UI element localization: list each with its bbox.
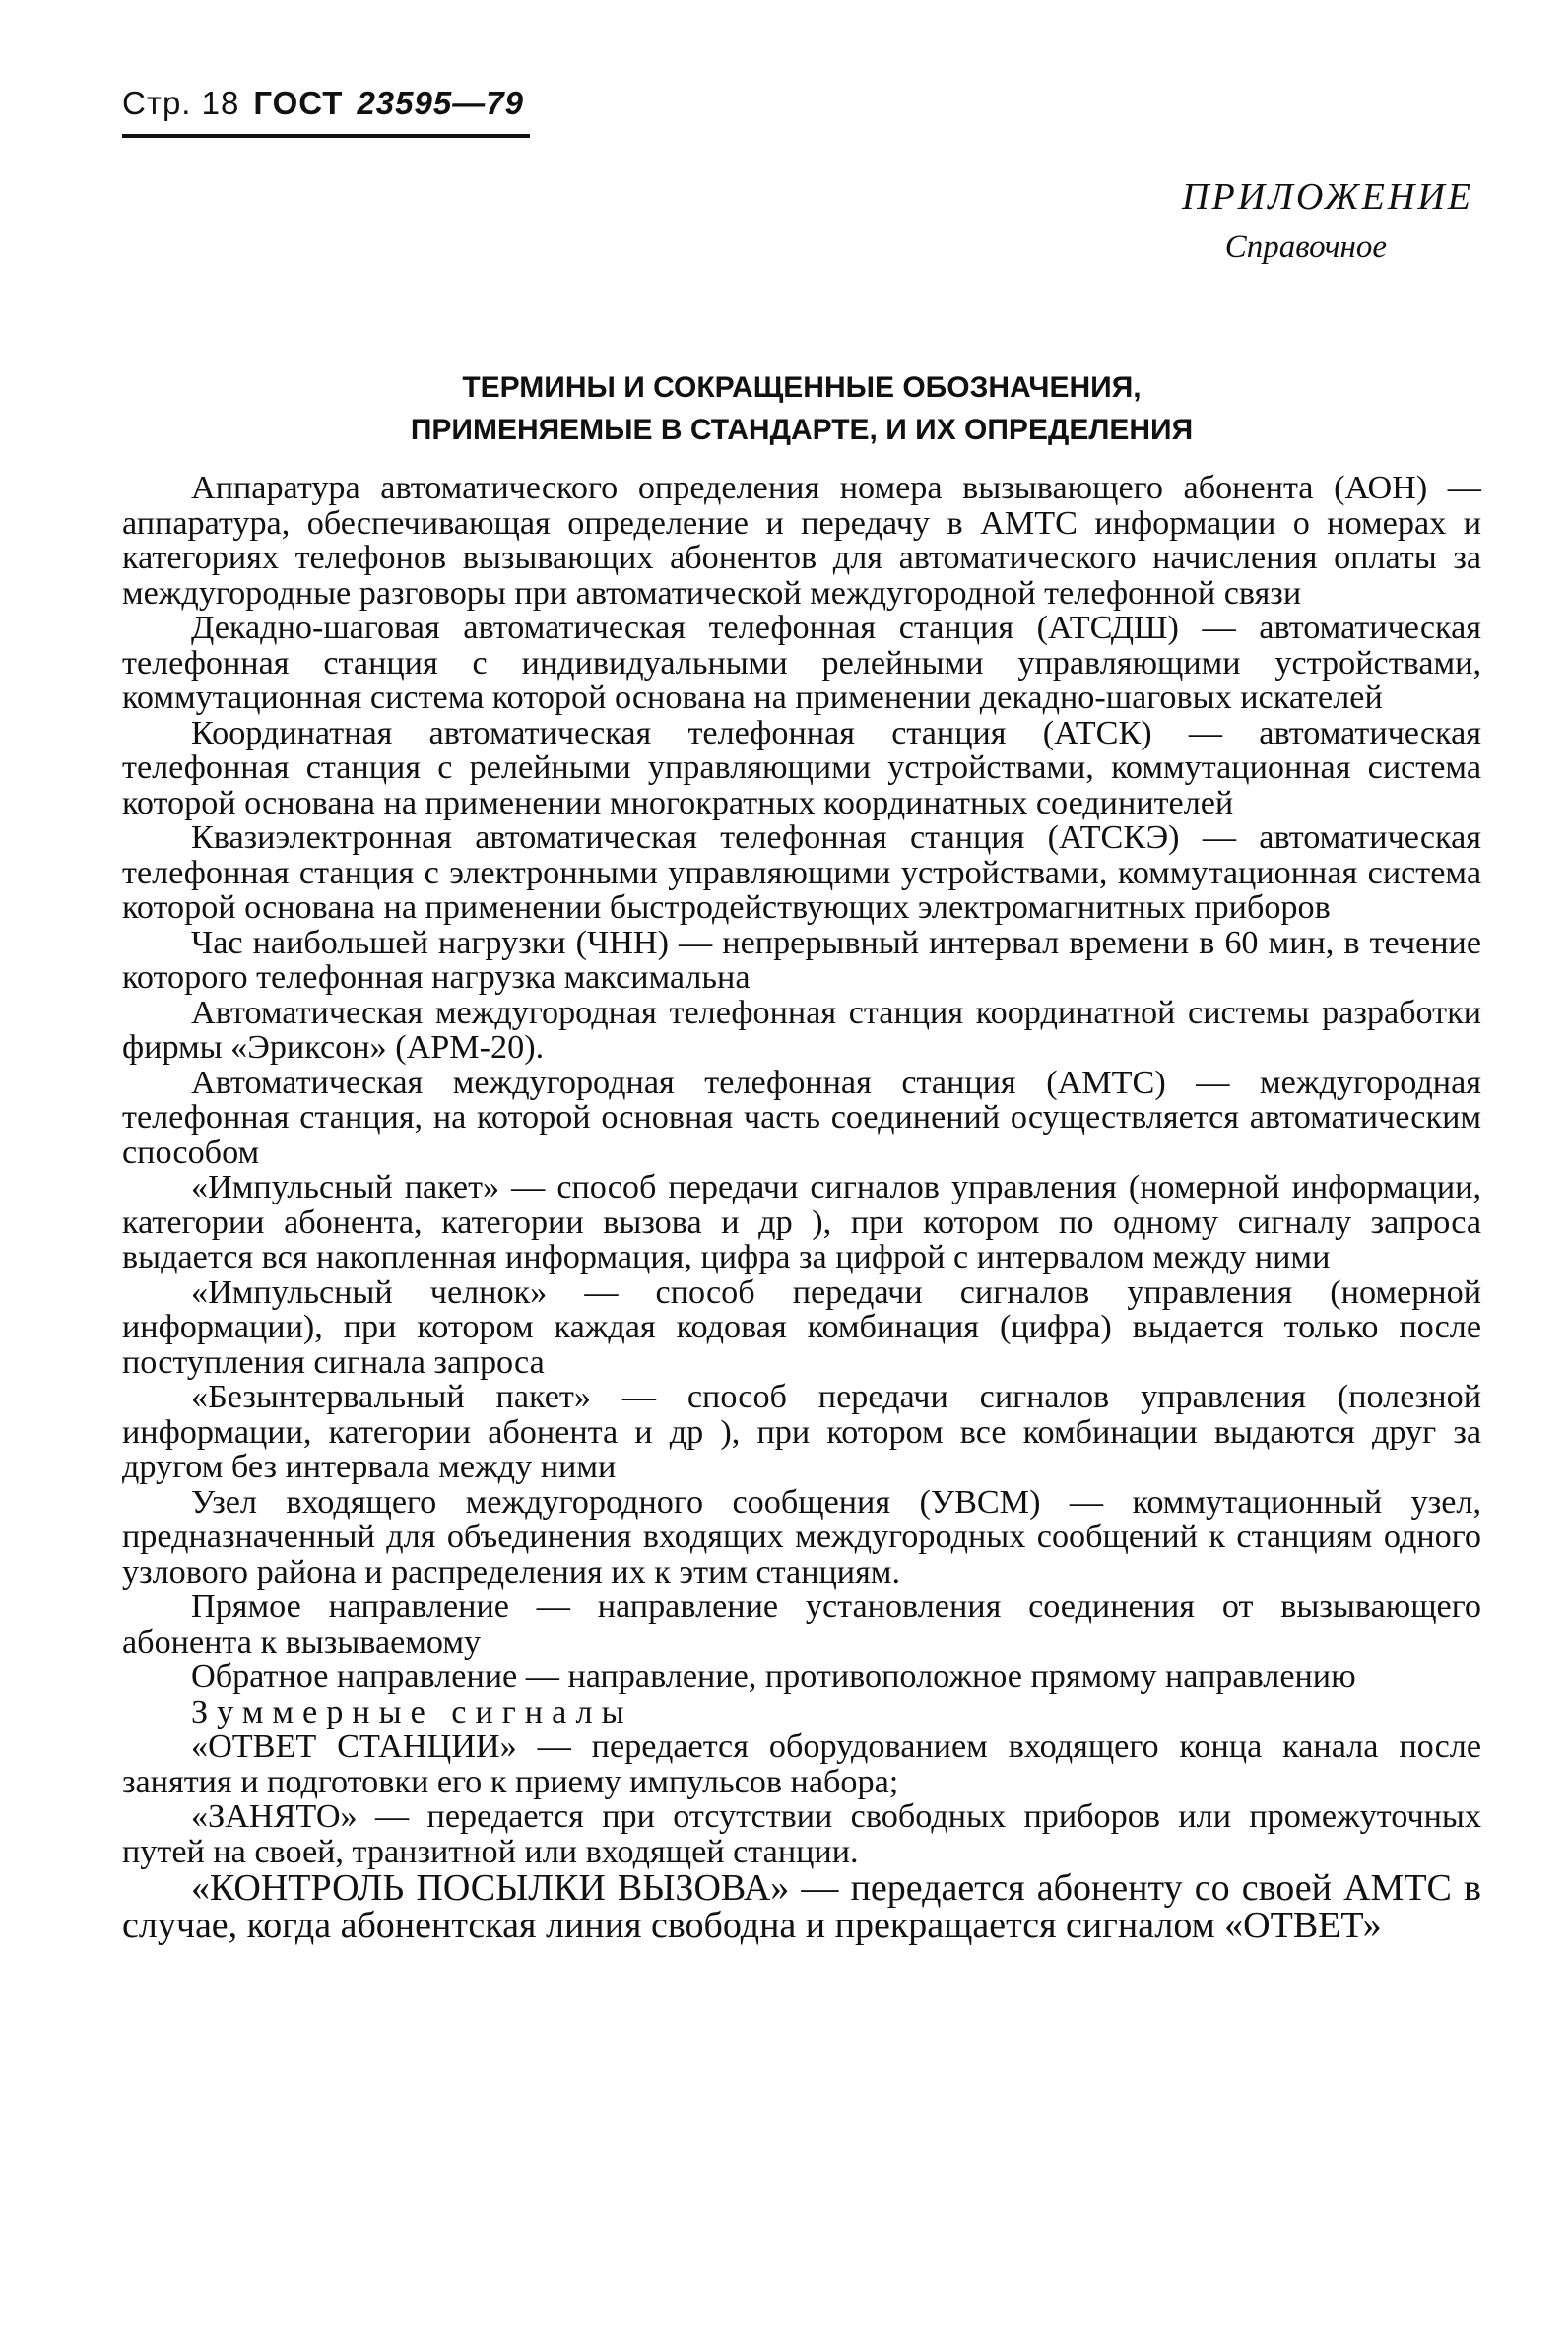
- paragraph-forward-direction: Прямое направление — направление установления соединения от вызывающего абонента к вызываемому: [122, 1589, 1481, 1660]
- document-body: [122, 471, 1481, 1944]
- page-number: Стр. 18: [122, 85, 240, 121]
- paragraph-uvsm: Узел входящего междугородного сообщения (УВСМ) — коммутационный узел, предназначенный для объединения входящих междугородных сообщений к станциям одного узлового района и распределения их к этим станциям.: [122, 1483, 1481, 1591]
- paragraph-station-answer: «ОТВЕТ СТАНЦИИ» — передается оборудованием входящего конца канала после занятия и подготовки его к приему импульсов набора;: [122, 1728, 1481, 1800]
- paragraph-reverse-direction: Обратное направление — направление, противоположное прямому направлению: [191, 1659, 1356, 1695]
- paragraph-impulse-packet: «Импульсный пакет» — способ передачи сигналов управления (номерной информации, категории абонента, категории вызова и др ), при котором по одному сигналу запроса выдается вся накопленная информация, цифра за цифрой с интервалом между ними: [122, 1169, 1481, 1275]
- paragraph-aon: Аппаратура автоматического определения номера вызывающего абонента (АОН) — аппаратура, обеспечивающая определение и передачу в АМТС информации о номерах и категориях телефонов вызывающих абонентов для автоматического начисления оплаты за междугородные разговоры при автоматической междугородной телефонной связи: [122, 470, 1481, 612]
- paragraph-arm20: Автоматическая междугородная телефонная станция координатной системы разработки фирмы «Эриксон» (АРМ-20).: [122, 994, 1481, 1066]
- standard-number: 23595—79: [357, 85, 524, 121]
- appendix-subtitle: Справочное: [1224, 229, 1387, 265]
- paragraph-atsk: Координатная автоматическая телефонная станция (АТСК) — автоматическая телефонная станция с релейными управляющими устройствами, коммутационная система которой основана на применении многократных координатных соединителей: [122, 714, 1481, 821]
- title-line-1: ТЕРМИНЫ И СОКРАЩЕННЫЕ ОБОЗНАЧЕНИЯ,: [462, 371, 1142, 404]
- paragraph-amts: Автоматическая междугородная телефонная станция (АМТС) — междугородная телефонная станция, на которой основная часть соединений осуществляется автоматическим способом: [122, 1064, 1481, 1171]
- document-title: [122, 366, 1481, 451]
- standard-label: ГОСТ: [253, 85, 344, 121]
- paragraph-atske: Квазиэлектронная автоматическая телефонная станция (АТСКЭ) — автоматическая телефонная станция с электронными управляющими устройствами, коммутационная система которой основана на применении быстродействующих электромагнитных приборов: [122, 819, 1481, 926]
- paragraph-gapless-packet: «Безынтервальный пакет» — способ передачи сигналов управления (полезной информации, категории абонента и др ), при котором все комбинации выдаются друг за другом без интервала между ними: [122, 1379, 1481, 1485]
- paragraph-chnn: Час наибольшей нагрузки (ЧНН) — непрерывный интервал времени в 60 мин, в течение которого телефонная нагрузка максимальна: [122, 924, 1481, 996]
- paragraph-atsdsh: Декадно-шаговая автоматическая телефонная станция (АТСДШ) — автоматическая телефонная станция с индивидуальными релейными управляющими устройствами, коммутационная система которой основана на применении декадно-шаговых искателей: [122, 610, 1481, 716]
- appendix-title: ПРИЛОЖЕНИЕ: [1182, 176, 1473, 218]
- paragraph-buzzer-heading: Зуммерные сигналы: [191, 1693, 633, 1730]
- paragraph-busy: «ЗАНЯТО» — передается при отсутствии свободных приборов или промежуточных путей на своей, транзитной или входящей станции.: [122, 1798, 1481, 1870]
- title-line-2: ПРИМЕНЯЕМЫЕ В СТАНДАРТЕ, И ИХ ОПРЕДЕЛЕНИЯ: [410, 414, 1194, 446]
- header-rule: [122, 134, 530, 138]
- paragraph-impulse-shuttle: «Импульсный челнок» — способ передачи сигналов управления (номерной информации), при котором каждая кодовая комбинация (цифра) выдается только после поступления сигнала запроса: [122, 1273, 1481, 1381]
- page-header: [122, 85, 524, 122]
- paragraph-call-control: «КОНТРОЛЬ ПОСЫЛКИ ВЫЗОВА» — передается абоненту со своей АМТС в случае, когда абонентская линия свободна и прекращается сигналом «ОТВЕТ»: [122, 1867, 1481, 1946]
